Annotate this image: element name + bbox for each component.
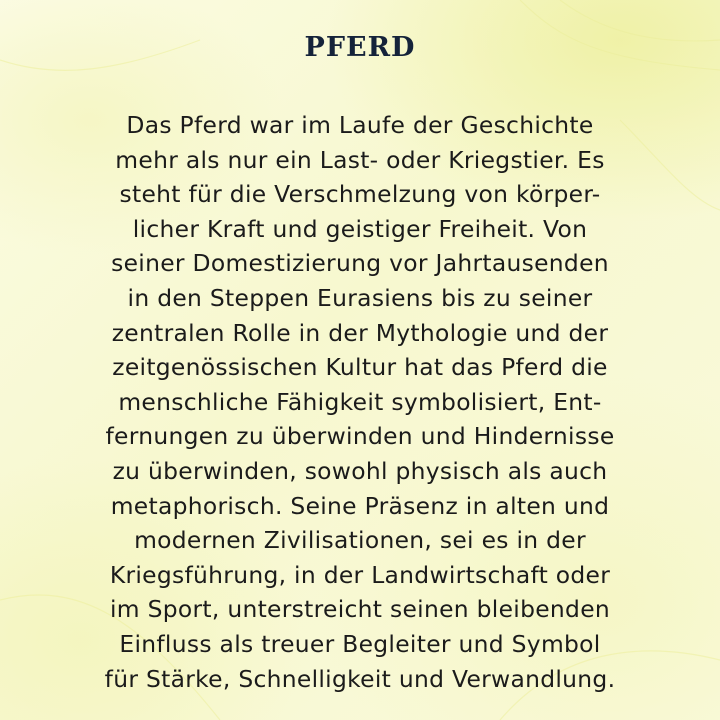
paragraph-line: fernungen zu überwinden und Hindernisse [105, 422, 615, 451]
paragraph-line: seiner Domestizierung vor Jahrtausenden [111, 249, 609, 278]
paragraph-line: Einfluss als treuer Begleiter und Symbol [119, 629, 601, 658]
paragraph-line: Kriegsführung, in der Landwirtschaft oder [109, 560, 611, 589]
paragraph-line: zu überwinden, sowohl physisch als auch [112, 456, 608, 485]
page-title: PFERD [304, 32, 416, 63]
paragraph-line: steht für die Verschmelzung von körper- [119, 180, 601, 209]
paragraph-line: Das Pferd war im Laufe der Geschichte [126, 111, 594, 139]
paragraph-line: menschliche Fähigkeit symbolisiert, Ent- [118, 387, 602, 416]
paragraph-line: im Sport, unterstreicht seinen bleibenden [109, 595, 611, 624]
paragraph-line: modernen Zivilisationen, sei es in der [134, 526, 586, 555]
paragraph-line: für Stärke, Schnelligkeit und Verwandlung. [104, 664, 616, 693]
body-paragraph [52, 108, 668, 696]
paragraph-line: mehr als nur ein Last- oder Kriegstier. Es [115, 145, 605, 174]
paragraph-line: licher Kraft und geistiger Freiheit. Von [132, 214, 588, 243]
paragraph-line: zeitgenössischen Kultur hat das Pferd die [112, 353, 608, 382]
paragraph-line: in den Steppen Eurasiens bis zu seiner [127, 283, 593, 312]
paragraph-line: metaphorisch. Seine Präsenz in alten und [110, 491, 610, 520]
paragraph-line: zentralen Rolle in der Mythologie und der [111, 318, 609, 347]
